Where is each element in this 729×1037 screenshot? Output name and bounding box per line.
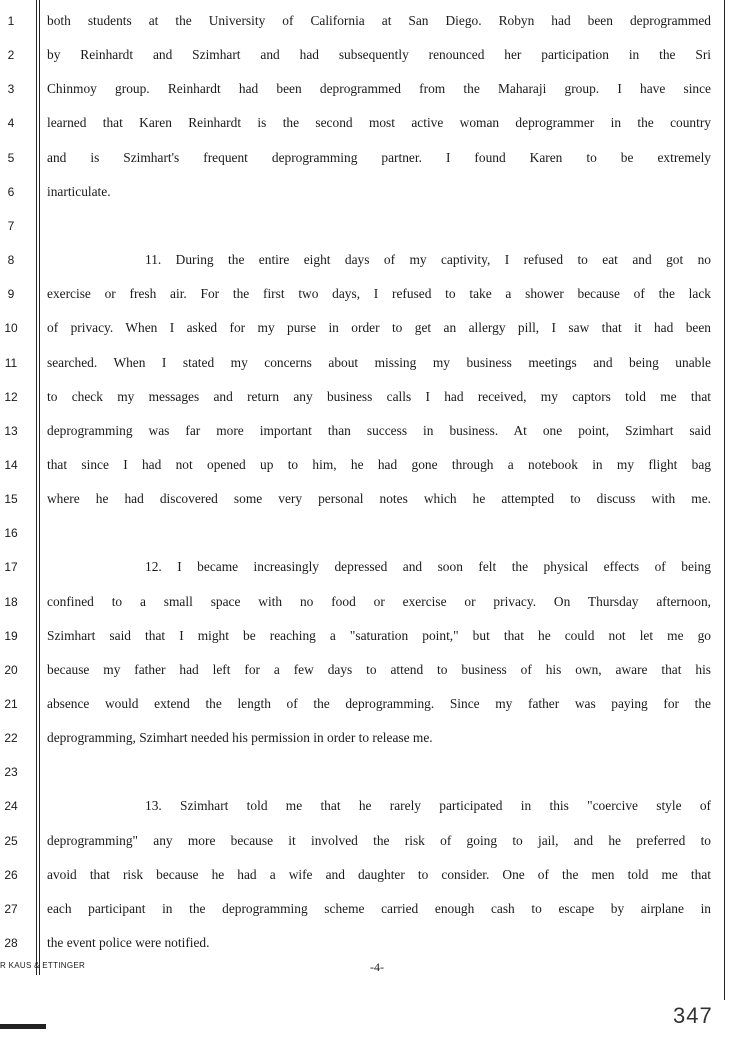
line-number: 22	[4, 731, 18, 746]
line-number: 26	[4, 867, 18, 882]
margin-rule-left-inner	[39, 0, 40, 975]
margin-rule-left	[36, 0, 37, 975]
footer-bar	[0, 1024, 46, 1029]
text-line: each participant in the deprogramming scheme carried enough cash to escape by airplane in	[47, 900, 711, 916]
text-line: 11. During the entire eight days of my captivity, I refused to eat and got no	[145, 252, 711, 268]
text-line: both students at the University of California at San Diego. Robyn had been deprogrammed	[47, 13, 711, 28]
line-number: 4	[7, 116, 15, 131]
line-number: 10	[4, 321, 18, 336]
text-line: deprogramming" any more because it involved the risk of going to jail, and he preferred to	[47, 832, 711, 848]
bates-number: 347	[673, 1003, 713, 1028]
line-number: 3	[7, 82, 15, 97]
text-line: 13. Szimhart told me that he rarely participated in this "coercive style of	[145, 798, 711, 814]
line-number: 24	[4, 799, 18, 814]
line-number: 27	[4, 901, 18, 916]
text-line: Szimhart said that I might be reaching a "saturation point," but that he could not let me go	[47, 627, 711, 643]
text-line: 12. I became increasingly depressed and soon felt the physical effects of being	[145, 559, 711, 575]
text-line: Chinmoy group. Reinhardt had been deprogrammed from the Maharaji group. I have since	[47, 81, 711, 97]
text-line: absence would extend the length of the deprogramming. Since my father was paying for the	[47, 696, 711, 711]
text-line: and is Szimhart's frequent deprogramming partner. I found Karen to be extremely	[47, 149, 711, 165]
text-line: the event police were notified.	[47, 935, 210, 951]
line-number: 23	[4, 765, 18, 780]
text-line: to check my messages and return any business calls I had received, my captors told me that	[47, 388, 711, 404]
text-line: avoid that risk because he had a wife and daughter to consider. One of the men told me that	[47, 866, 711, 882]
footer-firm-name: R KAUS & ETTINGER	[0, 961, 86, 970]
line-number: 9	[7, 287, 15, 302]
line-number: 7	[7, 218, 15, 233]
line-number: 12	[4, 389, 18, 404]
text-line: of privacy. When I asked for my purse in order to get an allergy pill, I saw that it had been	[47, 320, 711, 336]
line-number: 6	[7, 184, 15, 199]
line-number: 14	[4, 457, 18, 472]
line-number: 17	[4, 560, 18, 575]
line-number: 18	[4, 594, 18, 609]
text-line: exercise or fresh air. For the first two days, I refused to take a shower because of the lack	[47, 286, 711, 302]
line-number: 2	[7, 48, 15, 63]
line-number: 20	[4, 662, 18, 677]
text-line: that since I had not opened up to him, he had gone through a notebook in my flight bag	[47, 456, 711, 472]
line-number: 8	[7, 253, 15, 268]
text-line: because my father had left for a few days to attend to business of his own, aware that his	[47, 661, 711, 677]
text-line: deprogramming, Szimhart needed his permission in order to release me.	[47, 730, 433, 746]
line-number: 5	[7, 150, 15, 165]
line-number: 11	[4, 355, 18, 370]
text-line: confined to a small space with no food or exercise or privacy. On Thursday afternoon,	[47, 593, 711, 609]
line-number: 25	[4, 833, 18, 848]
page-number: -4-	[370, 960, 384, 974]
margin-rule-right	[724, 0, 725, 1000]
text-line: where he had discovered some very personal notes which he attempted to discuss with me.	[47, 491, 711, 507]
text-line: searched. When I stated my concerns about missing my business meetings and being unable	[47, 354, 711, 370]
line-number: 28	[4, 936, 18, 951]
line-number: 16	[4, 526, 18, 541]
line-number: 15	[4, 492, 18, 507]
line-number: 21	[4, 697, 18, 711]
text-line: by Reinhardt and Szimhart and had subsequently renounced her participation in the Sri	[47, 47, 711, 63]
text-line: deprogramming was far more important than success in business. At one point, Szimhart said	[47, 422, 711, 438]
line-number: 1	[7, 14, 15, 28]
line-number: 19	[4, 628, 18, 643]
text-line: learned that Karen Reinhardt is the second most active woman deprogrammer in the country	[47, 115, 711, 131]
line-number: 13	[4, 423, 18, 438]
text-line: inarticulate.	[47, 183, 111, 199]
